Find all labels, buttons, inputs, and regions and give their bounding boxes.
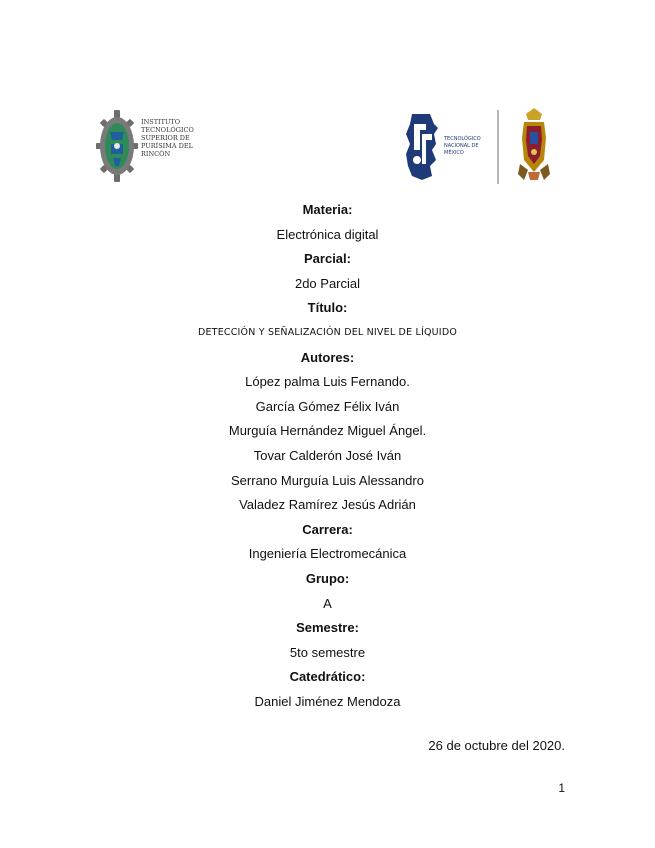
materia-value: Electrónica digital [276,226,379,242]
logo-divider [497,110,499,184]
page-number: 1 [558,781,565,795]
author-item: Tovar Calderón José Iván [253,447,402,463]
author-item: Serrano Murguía Luis Alessandro [231,472,424,488]
semestre-label: Semestre: [296,620,359,636]
university-crest-icon [518,108,550,182]
cover-content [0,198,655,714]
titulo-label: Título: [307,300,348,316]
gear-emblem-icon [96,110,138,182]
carrera-value: Ingeniería Electromecánica [248,546,407,562]
grupo-value: A [323,595,332,611]
catedratico-label: Catedrático: [289,669,366,685]
autores-label: Autores: [300,349,355,365]
itspr-logo [96,108,196,184]
author-item: Murguía Hernández Miguel Ángel. [228,423,427,439]
tecnm-logo-group [404,106,556,186]
semestre-value: 5to semestre [289,644,366,660]
tecnm-logo-text: TECNOLÓGICO NACIONAL DE MÉXICO [444,136,481,156]
author-item: López palma Luis Fernando. [245,374,410,390]
titulo-value: DETECCIÓN Y SEÑALIZACIÓN DEL NIVEL DE LÍQUIDO [197,326,458,338]
document-date: 26 de octubre del 2020. [428,738,565,753]
author-item: Valadez Ramírez Jesús Adrián [239,497,416,513]
parcial-label: Parcial: [304,251,351,267]
carrera-label: Carrera: [302,521,353,537]
author-item: García Gómez Félix Iván [255,398,400,414]
itspr-logo-text: INSTITUTO TECNOLÓGICO SUPERIOR DE PURÍSIMA DEL RINCÓN [141,118,194,158]
catedratico-value: Daniel Jiménez Mendoza [254,693,401,709]
grupo-label: Grupo: [305,570,350,586]
materia-label: Materia: [302,202,353,217]
tecnm-emblem-icon [404,110,440,184]
parcial-value: 2do Parcial [294,275,361,291]
